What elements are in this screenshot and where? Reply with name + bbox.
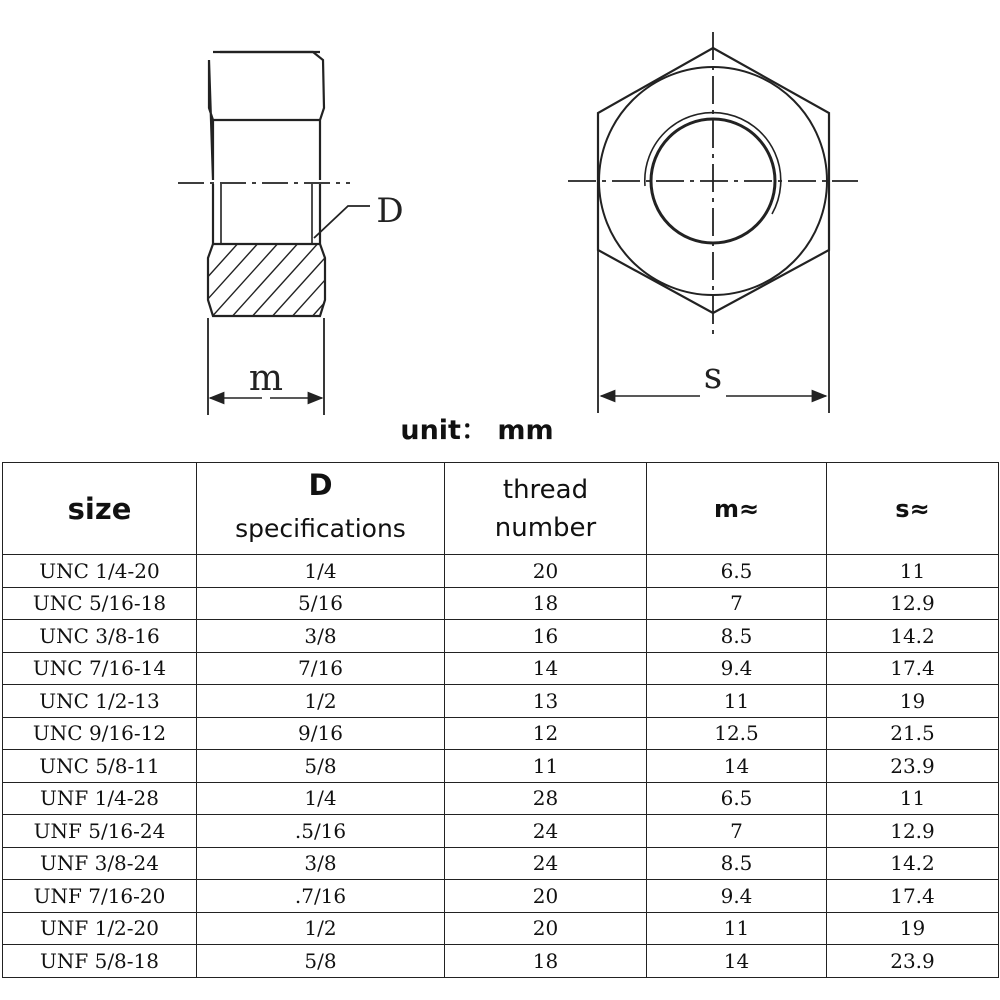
cell-size: UNC 7/16-14 [3,652,197,685]
cell-thread: 11 [445,750,647,783]
cell-m: 6.5 [647,555,827,588]
cell-size: UNF 1/4-28 [3,782,197,815]
cell-size: UNC 1/2-13 [3,685,197,718]
cell-s: 23.9 [827,945,999,978]
cell-s: 11 [827,782,999,815]
cell-s: 23.9 [827,750,999,783]
table-row [3,555,999,588]
table-row [3,912,999,945]
header-thread: thread number [445,463,647,555]
cell-s: 19 [827,912,999,945]
cell-s: 11 [827,555,999,588]
cell-size: UNF 5/16-24 [3,815,197,848]
cell-thread: 18 [445,945,647,978]
cell-s: 21.5 [827,717,999,750]
table-row [3,620,999,653]
header-m: m≈ [647,463,827,555]
cell-thread: 28 [445,782,647,815]
cell-D: 9/16 [197,717,445,750]
cell-s: 12.9 [827,815,999,848]
cell-size: UNC 9/16-12 [3,717,197,750]
cell-m: 11 [647,912,827,945]
table-row [3,945,999,978]
cell-size: UNF 5/8-18 [3,945,197,978]
cell-s: 17.4 [827,880,999,913]
cell-m: 14 [647,750,827,783]
header-size: size [3,463,197,555]
cell-thread: 24 [445,847,647,880]
cell-size: UNF 3/8-24 [3,847,197,880]
cell-thread: 20 [445,555,647,588]
cell-size: UNC 3/8-16 [3,620,197,653]
cell-s: 14.2 [827,847,999,880]
table-row [3,652,999,685]
spec-table [2,462,999,978]
cell-D: 1/2 [197,912,445,945]
header-D: D specifications [197,463,445,555]
header-row [3,463,999,555]
cell-m: 8.5 [647,620,827,653]
cell-D: 5/8 [197,750,445,783]
cell-thread: 20 [445,912,647,945]
cell-thread: 13 [445,685,647,718]
cell-s: 19 [827,685,999,718]
cell-s: 17.4 [827,652,999,685]
table-row [3,815,999,848]
cell-size: UNF 1/2-20 [3,912,197,945]
cell-thread: 20 [445,880,647,913]
cell-thread: 18 [445,587,647,620]
label-m: m [248,358,284,399]
cell-thread: 14 [445,652,647,685]
cell-D: 5/8 [197,945,445,978]
cell-thread: 12 [445,717,647,750]
table-row [3,717,999,750]
cell-s: 12.9 [827,587,999,620]
cell-D: 3/8 [197,847,445,880]
cell-m: 9.4 [647,880,827,913]
label-s: s [703,356,723,397]
cell-m: 12.5 [647,717,827,750]
cell-D: .5/16 [197,815,445,848]
cell-D: 5/16 [197,587,445,620]
cell-size: UNC 1/4-20 [3,555,197,588]
cell-D: 7/16 [197,652,445,685]
cell-m: 11 [647,685,827,718]
header-s: s≈ [827,463,999,555]
cell-size: UNC 5/16-18 [3,587,197,620]
cell-m: 7 [647,587,827,620]
cell-D: 1/4 [197,782,445,815]
table-row [3,685,999,718]
label-D: D [376,191,404,231]
cell-m: 7 [647,815,827,848]
cell-D: .7/16 [197,880,445,913]
cell-m: 8.5 [647,847,827,880]
table-row [3,847,999,880]
cell-D: 1/2 [197,685,445,718]
unit-label: unit： mm [400,415,554,446]
cell-thread: 24 [445,815,647,848]
cell-size: UNC 5/8-11 [3,750,197,783]
table-row [3,750,999,783]
hex-nut-drawing [0,0,1000,460]
cell-m: 14 [647,945,827,978]
cell-m: 9.4 [647,652,827,685]
table-row [3,587,999,620]
cell-thread: 16 [445,620,647,653]
cell-D: 3/8 [197,620,445,653]
cell-D: 1/4 [197,555,445,588]
cell-size: UNF 7/16-20 [3,880,197,913]
cell-m: 6.5 [647,782,827,815]
table-row [3,782,999,815]
table-row [3,880,999,913]
cell-s: 14.2 [827,620,999,653]
